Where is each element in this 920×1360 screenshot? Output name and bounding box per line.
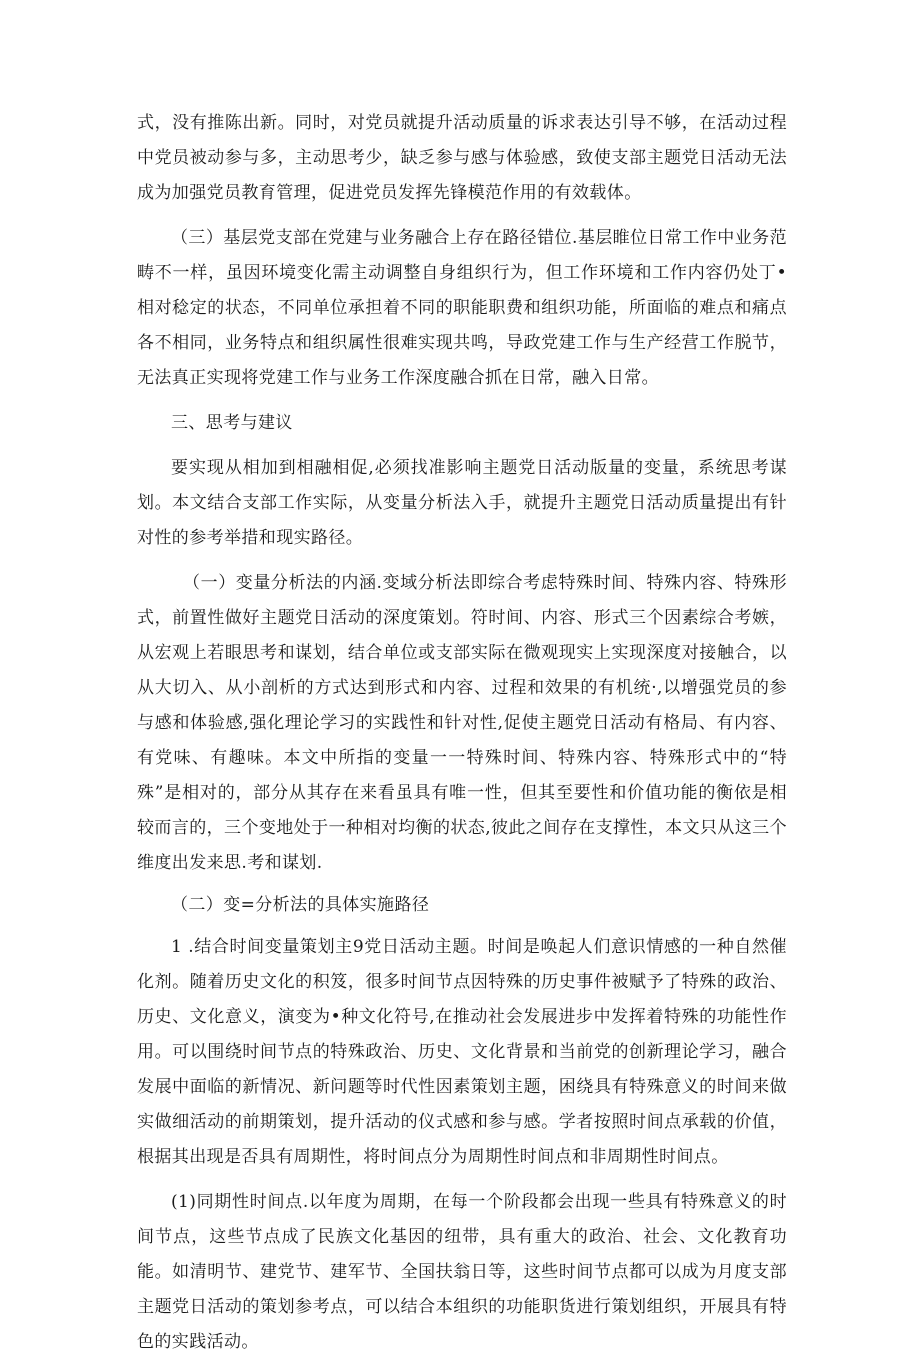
- paragraph-time-variable: 1 .结合时间变量策划主9党日活动主题。时间是唤起人们意识情感的一种自然催化剂。随着历史文化的积笈，很多时间节点因特殊的历史事件被赋予了特殊的政治、历史、文化意义，演变为•种文化符号,在推动社会发展进步中发挥着特殊的功能性作用。可以围绕时间节点的特殊政治、历史、文化背景和当前党的创新理论学习，融合发展中面临的新情况、新问题等时代性因素策划主题，困绕具有特殊意义的时间来做实做细活动的前期策划，提升活动的仪式感和参与感。学者按照时间点承载的价值，根据其出现是否具有周期性，将时间点分为周期性时间点和非周期性时间点。: [137, 937, 787, 1167]
- paragraph-variable-analysis: （一）变量分析法的内涵.变域分析法即综合考虑特殊时间、特殊内容、特殊形式，前置性做好主题党日活动的深度策划。符时间、内容、形式三个因素综合考嫉，从宏观上若眼思考和谋划，结合单位或支部实际在微观现实上实现深度对接触合，以从大切入、从小剖析的方式达到形式和内容、过程和效果的有机统·,以增强党员的参与感和体验感,强化理论学习的实践性和针对性,促使主题党日活动有格局、有内容、有党味、有趣味。本文中所指的变量一一特殊时间、特殊内容、特殊形式中的“特殊”是相对的，部分从其存在来看虽具有唯一性，但其至要性和价值功能的衡依是相较而言的，三个变地处于一种相对均衡的状态,彼此之间存在支撑性，本文只从这三个维度出发来思.考和谋划.: [137, 573, 787, 873]
- paragraph-intro-suggestions: 要实现从相加到相融相促,必须找准影响主题党日活动版量的变量，系统思考谋划。本文结合支部工作实际，从变量分析法入手，就提升主题党日活动质量提出有针对性的参考举措和现实路径。: [137, 458, 787, 548]
- paragraph-section-three-issue: （三）基层党支部在党建与业务融合上存在路径错位.基层睢位日常工作中业务范畴不一样，虽因环境变化需主动调整自身组织行为，但工作环境和工作内容仍处丁•相对稔定的状态，不同单位承担着不同的职能职费和组织功能，所面临的难点和痛点各不相同，业务特点和组织属性很难实现共鸣，导政党建工作与生产经营工作脱节，无法真正实现将党建工作与业务工作深度融合抓在日常，融入日常。: [137, 228, 787, 388]
- paragraph-periodic-time-points: (1)同期性时间点.以年度为周期，在每一个阶段都会出现一些具有特殊意义的时间节点，这些节点成了民族文化基因的纽带，具有重大的政治、社会、文化教育功能。如清明节、建党节、建军节、全国扶翁日等，这些时间节点都可以成为月度支部主题党日活动的策划参考点，可以结合本组织的功能职货进行策划组织，开展具有特色的实践活动。: [137, 1192, 787, 1352]
- subheading-implementation-path: （二）变=分析法的具体实施路径: [171, 895, 430, 915]
- paragraph-continuation: 式，没有推陈出新。同时，对党员就提升活动质量的诉求表达引导不够，在活动过程中党员被动参与多，主动思考少，缺乏参与感与体验感，致使支部主题党日活动无法成为加强党员教育管理，促进党员发挥先锋模范作用的有效载体。: [137, 113, 787, 203]
- section-heading-thoughts: 三、思考与建议: [171, 413, 293, 433]
- document-page: [137, 106, 787, 1360]
